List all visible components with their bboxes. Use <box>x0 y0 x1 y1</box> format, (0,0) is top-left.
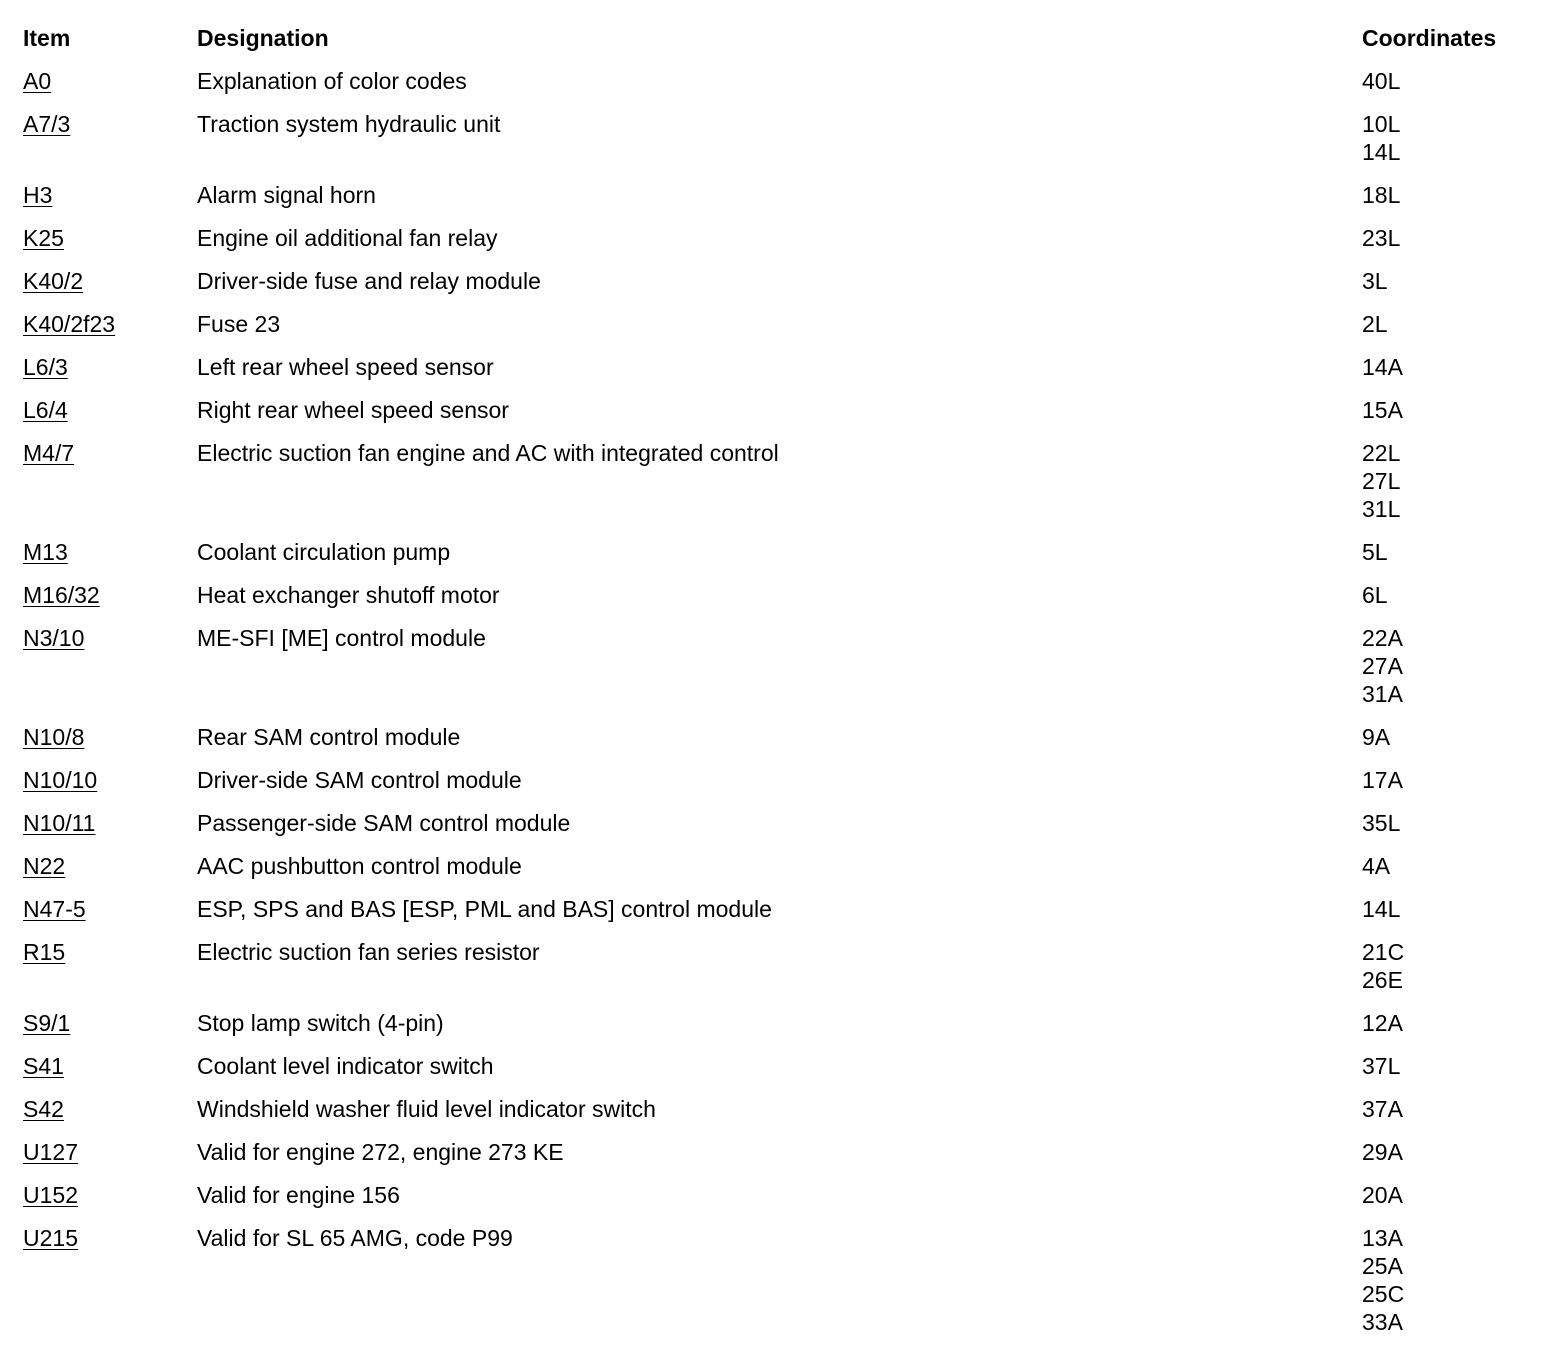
coordinate-value: 14L <box>1362 896 1401 922</box>
table-row <box>23 353 1562 396</box>
item-cell <box>23 624 197 723</box>
item-cell <box>23 396 197 439</box>
coordinates-cell <box>1362 938 1562 1009</box>
designation-cell: Passenger-side SAM control module <box>197 810 571 836</box>
item-link[interactable]: L6/3 <box>23 354 68 380</box>
coordinates-cell <box>1362 852 1562 895</box>
item-link[interactable]: S41 <box>23 1053 64 1079</box>
coordinate-value: 6L <box>1362 582 1388 608</box>
coordinate-value: 37A <box>1362 1096 1403 1122</box>
coordinates-cell <box>1362 1095 1562 1138</box>
table-row <box>23 310 1562 353</box>
coordinate-value: 25A <box>1362 1253 1403 1279</box>
coordinates-cell <box>1362 181 1562 224</box>
item-link[interactable]: M13 <box>23 539 68 565</box>
table-row <box>23 224 1562 267</box>
table-row <box>23 67 1562 110</box>
coordinate-value: 22A <box>1362 625 1403 651</box>
item-link[interactable]: N22 <box>23 853 66 879</box>
coordinate-value: 14A <box>1362 354 1403 380</box>
designation-cell: ESP, SPS and BAS [ESP, PML and BAS] control module <box>197 896 772 922</box>
coordinates-cell <box>1362 67 1562 110</box>
table-row <box>23 1138 1562 1181</box>
coordinate-value: 23L <box>1362 225 1401 251</box>
table-row <box>23 938 1562 1009</box>
item-cell <box>23 766 197 809</box>
item-link[interactable]: M4/7 <box>23 440 75 466</box>
table-row <box>23 439 1562 538</box>
item-cell <box>23 1138 197 1181</box>
coordinate-value: 10L <box>1362 111 1401 137</box>
designation-cell: Rear SAM control module <box>197 724 461 750</box>
designation-cell: Windshield washer fluid level indicator switch <box>197 1096 656 1122</box>
item-link[interactable]: K25 <box>23 225 64 251</box>
item-cell <box>23 1009 197 1052</box>
coordinates-cell <box>1362 723 1562 766</box>
item-link[interactable]: K40/2 <box>23 268 84 294</box>
designation-cell: Right rear wheel speed sensor <box>197 397 509 423</box>
coordinates-cell <box>1362 396 1562 439</box>
coordinates-cell <box>1362 110 1562 181</box>
coordinate-value: 2L <box>1362 311 1388 337</box>
item-link[interactable]: N10/11 <box>23 810 96 836</box>
designation-cell: Coolant level indicator switch <box>197 1053 494 1079</box>
designation-cell: AAC pushbutton control module <box>197 853 522 879</box>
item-cell <box>23 938 197 1009</box>
coordinate-value: 22L <box>1362 440 1401 466</box>
coordinate-value: 27A <box>1362 653 1403 679</box>
coordinate-value: 20A <box>1362 1182 1403 1208</box>
item-cell <box>23 1052 197 1095</box>
table-row <box>23 581 1562 624</box>
item-link[interactable]: S42 <box>23 1096 64 1122</box>
coordinates-cell <box>1362 224 1562 267</box>
table-row <box>23 538 1562 581</box>
coordinate-value: 37L <box>1362 1053 1401 1079</box>
coordinate-value: 12A <box>1362 1010 1403 1036</box>
coordinate-value: 3L <box>1362 268 1388 294</box>
item-link[interactable]: A0 <box>23 68 52 94</box>
table-row <box>23 766 1562 809</box>
designation-cell: Electric suction fan series resistor <box>197 939 540 965</box>
designation-cell: Coolant circulation pump <box>197 539 451 565</box>
designation-cell: Valid for engine 272, engine 273 KE <box>197 1139 564 1165</box>
coordinates-cell <box>1362 1181 1562 1224</box>
coordinate-value: 21C <box>1362 939 1405 965</box>
item-cell <box>23 538 197 581</box>
table-body <box>23 67 1562 1351</box>
item-link[interactable]: M16/32 <box>23 582 100 608</box>
coordinates-cell <box>1362 1224 1562 1351</box>
coordinate-value: 15A <box>1362 397 1403 423</box>
designation-cell: Explanation of color codes <box>197 68 467 94</box>
table-row <box>23 110 1562 181</box>
coordinate-value: 5L <box>1362 539 1388 565</box>
item-link[interactable]: H3 <box>23 182 53 208</box>
component-legend-table <box>23 24 1562 1351</box>
coordinate-value: 17A <box>1362 767 1403 793</box>
coordinates-cell <box>1362 624 1562 723</box>
coordinates-cell <box>1362 310 1562 353</box>
coordinates-cell <box>1362 895 1562 938</box>
table-row <box>23 1224 1562 1351</box>
table-row <box>23 624 1562 723</box>
designation-cell: Electric suction fan engine and AC with integrated control <box>197 440 779 466</box>
coordinates-cell <box>1362 766 1562 809</box>
item-link[interactable]: N3/10 <box>23 625 85 651</box>
item-cell <box>23 723 197 766</box>
coordinate-value: 29A <box>1362 1139 1403 1165</box>
item-link[interactable]: K40/2f23 <box>23 311 116 337</box>
item-cell <box>23 353 197 396</box>
item-cell <box>23 439 197 538</box>
coordinate-value: 13A <box>1362 1225 1403 1251</box>
coordinate-value: 33A <box>1362 1309 1403 1335</box>
header-coordinates: Coordinates <box>1362 25 1497 51</box>
coordinates-cell <box>1362 1138 1562 1181</box>
coordinate-value: 9A <box>1362 724 1391 750</box>
item-cell <box>23 852 197 895</box>
item-cell <box>23 181 197 224</box>
table-row <box>23 267 1562 310</box>
item-cell <box>23 67 197 110</box>
designation-cell: Alarm signal horn <box>197 182 376 208</box>
coordinate-value: 40L <box>1362 68 1401 94</box>
designation-cell: Driver-side SAM control module <box>197 767 522 793</box>
designation-cell: Heat exchanger shutoff motor <box>197 582 500 608</box>
designation-cell: Fuse 23 <box>197 311 281 337</box>
item-link[interactable]: U127 <box>23 1139 78 1165</box>
designation-cell: Left rear wheel speed sensor <box>197 354 494 380</box>
item-link[interactable]: N10/10 <box>23 767 98 793</box>
header-item: Item <box>23 25 71 51</box>
designation-cell: Driver-side fuse and relay module <box>197 268 541 294</box>
coordinate-value: 35L <box>1362 810 1401 836</box>
designation-cell: Engine oil additional fan relay <box>197 225 498 251</box>
item-cell <box>23 310 197 353</box>
coordinates-cell <box>1362 809 1562 852</box>
table-header-row <box>23 24 1562 67</box>
item-link[interactable]: U215 <box>23 1225 78 1251</box>
table-row <box>23 723 1562 766</box>
header-designation: Designation <box>197 25 329 51</box>
coordinate-value: 26E <box>1362 967 1403 993</box>
item-link[interactable]: A7/3 <box>23 111 71 137</box>
coordinate-value: 4A <box>1362 853 1391 879</box>
table-row <box>23 809 1562 852</box>
coordinates-cell <box>1362 353 1562 396</box>
designation-cell: Stop lamp switch (4-pin) <box>197 1010 444 1036</box>
item-cell <box>23 809 197 852</box>
coordinates-cell <box>1362 439 1562 538</box>
coordinates-cell <box>1362 538 1562 581</box>
coordinates-cell <box>1362 1009 1562 1052</box>
table-row <box>23 181 1562 224</box>
item-cell <box>23 581 197 624</box>
coordinate-value: 25C <box>1362 1281 1405 1307</box>
coordinates-cell <box>1362 267 1562 310</box>
item-cell <box>23 224 197 267</box>
item-link[interactable]: N10/8 <box>23 724 85 750</box>
coordinates-cell <box>1362 1052 1562 1095</box>
item-cell <box>23 110 197 181</box>
item-cell <box>23 895 197 938</box>
coordinate-value: 18L <box>1362 182 1401 208</box>
item-cell <box>23 267 197 310</box>
coordinate-value: 31L <box>1362 496 1401 522</box>
table-row <box>23 895 1562 938</box>
item-link[interactable]: R15 <box>23 939 66 965</box>
item-link[interactable]: L6/4 <box>23 397 68 423</box>
item-link[interactable]: S9/1 <box>23 1010 71 1036</box>
table-row <box>23 396 1562 439</box>
designation-cell: ME-SFI [ME] control module <box>197 625 486 651</box>
item-link[interactable]: N47-5 <box>23 896 86 922</box>
item-cell <box>23 1181 197 1224</box>
table-row <box>23 1095 1562 1138</box>
designation-cell: Valid for engine 156 <box>197 1182 400 1208</box>
table-row <box>23 852 1562 895</box>
designation-cell: Traction system hydraulic unit <box>197 111 501 137</box>
coordinate-value: 14L <box>1362 139 1401 165</box>
item-cell <box>23 1095 197 1138</box>
coordinate-value: 27L <box>1362 468 1401 494</box>
table-row <box>23 1181 1562 1224</box>
coordinates-cell <box>1362 581 1562 624</box>
designation-cell: Valid for SL 65 AMG, code P99 <box>197 1225 513 1251</box>
coordinate-value: 31A <box>1362 681 1403 707</box>
table-row <box>23 1009 1562 1052</box>
table-row <box>23 1052 1562 1095</box>
item-cell <box>23 1224 197 1351</box>
item-link[interactable]: U152 <box>23 1182 78 1208</box>
